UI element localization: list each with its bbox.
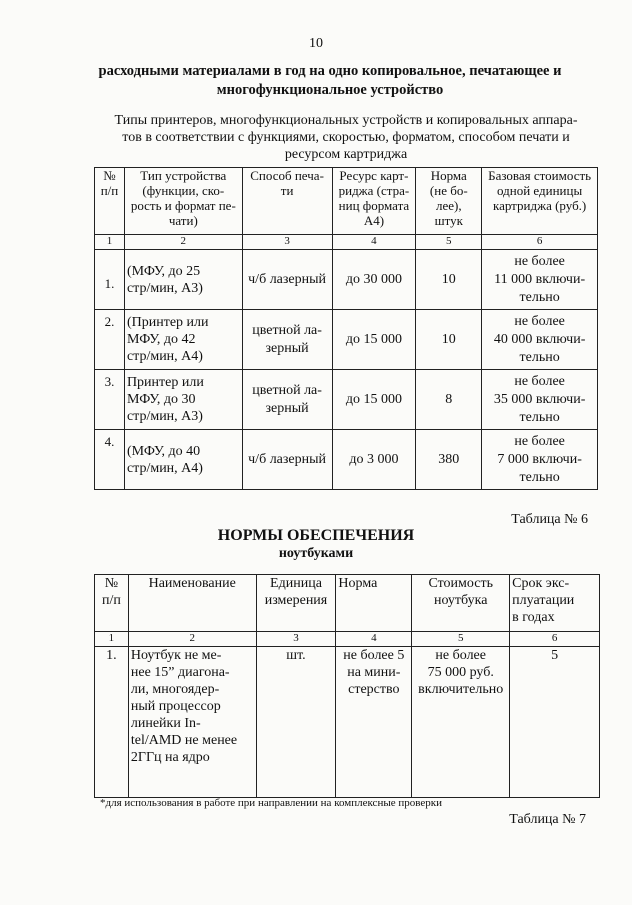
norms-subtitle: ноутбуками [278,546,354,561]
table-7-label: Таблица № 7 [509,812,586,827]
column-number-row: 1 2 3 4 5 6 [95,632,600,647]
table-row: 1. Ноутбук не ме- нее 15” диагона- ли, многоядер- ный процессор линейки In- tel/AMD не менее 2ГГц на ядро шт. не более 5 на мини- стерство не более 75 000 руб. включительно 5 [95,647,600,798]
table-row: 3. Принтер или МФУ, до 30 стр/мин, А3) цветной ла- зерный до 15 000 8 не более 35 000 включи- тельно [95,370,598,430]
header-norm: Норма [336,575,412,632]
table-row: 2. (Принтер или МФУ, до 42 стр/мин, А4) цветной ла- зерный до 15 000 10 не более 40 000 включи- тельно [95,310,598,370]
header-number: № п/п [95,575,129,632]
header-number: № п/п [95,168,125,235]
header-name: Наименование [128,575,256,632]
table-header-row [95,168,598,235]
header-print-method: Способ печа- ти [242,168,332,235]
header-service-life: Срок экс- плуатации в годах [510,575,600,632]
norms-title: НОРМЫ ОБЕСПЕЧЕНИЯ [217,527,415,544]
table-6-label: Таблица № 6 [511,512,588,527]
column-number-row: 1 2 3 4 5 6 [95,235,598,250]
header-laptop-cost: Стоимость ноутбука [412,575,510,632]
printer-cartridge-table [94,167,598,490]
page-number: 10 [309,36,323,51]
header-cartridge-resource: Ресурс карт- риджа (стра- ниц формата А4) [332,168,416,235]
table-header-row [95,575,600,632]
section-heading: расходными материалами в год на одно копировальное, печатающее и многофункциональное устройство [98,63,562,98]
header-base-cost: Базовая стоимость одной единицы картриджа (руб.) [482,168,598,235]
table-row: 4. (МФУ, до 40 стр/мин, А4) ч/б лазерный до 3 000 380 не более 7 000 включи- тельно [95,430,598,490]
table-row: 1. (МФУ, до 25 стр/мин, А3) ч/б лазерный до 30 000 10 не более 11 000 включи- тельно [95,250,598,310]
header-unit: Единица измерения [256,575,336,632]
footnote: *для использования в работе при направлении на комплексные проверки [100,797,442,809]
header-device-type: Тип устройства (функции, ско- рость и формат пе- чати) [124,168,242,235]
header-norm: Норма (не бо- лее), штук [416,168,482,235]
laptop-norms-table [94,574,600,798]
intro-paragraph: Типы принтеров, многофункциональных устройств и копировальных аппара- тов в соответствии с функциями, скоростью, форматом, способом печати и ресурсом картриджа [114,113,578,162]
